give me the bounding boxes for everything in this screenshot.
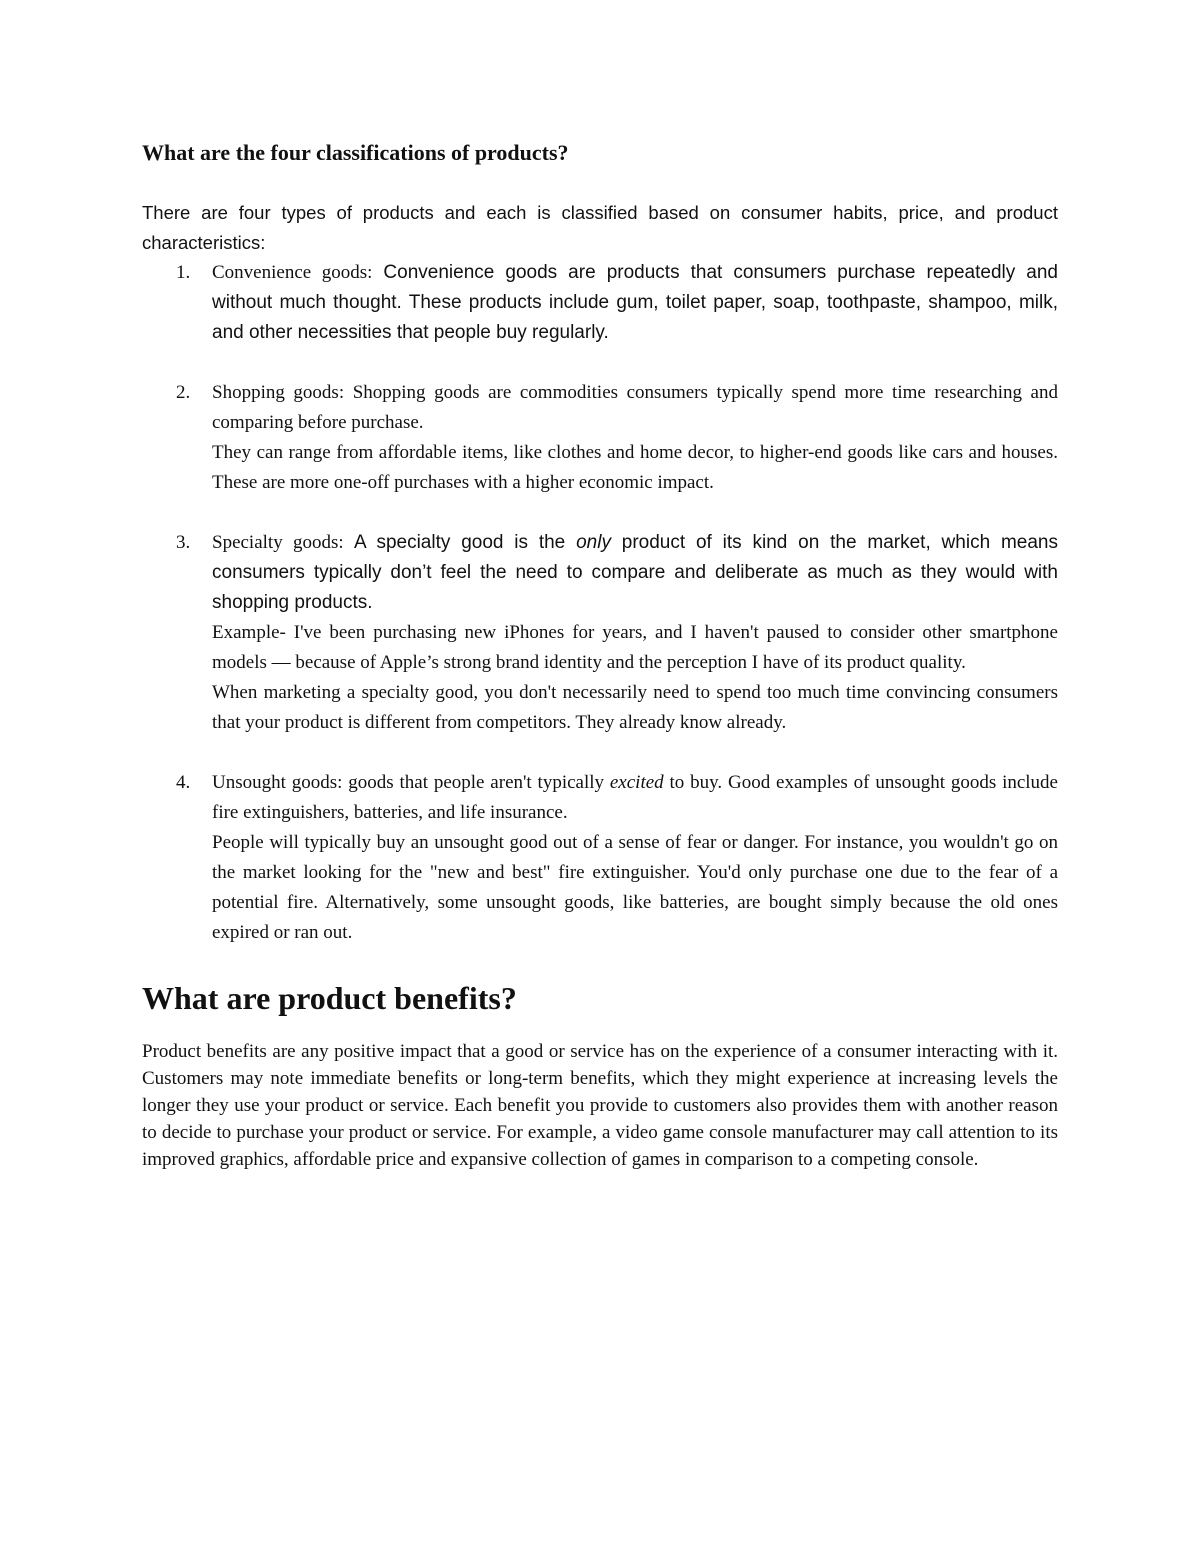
specialty-goods-example: Example- I've been purchasing new iPhones for years, and I haven't paused to consider other smartphone models — because of Apple’s strong brand identity and the perception I have of its product quality. — [212, 622, 1058, 673]
specialty-goods-description-a: A specialty good is the — [353, 532, 577, 553]
list-item-shopping-goods — [142, 378, 1058, 498]
list-number: 4. — [176, 772, 191, 793]
list-item-convenience-goods — [142, 258, 1058, 348]
section-heading-benefits: What are product benefits? — [142, 980, 517, 1016]
specialty-goods-description-b: product of its kind on the market, which means consumers typically don’t feel the need to compare and deliberate as much as they would with shopping products. — [212, 532, 1058, 613]
specialty-goods-label: Specialty goods: — [212, 532, 354, 553]
list-item-unsought-goods — [142, 768, 1058, 948]
section-heading-classifications: What are the four classifications of products? — [142, 140, 569, 165]
specialty-goods-marketing: When marketing a specialty good, you don't necessarily need to spend too much time convincing consumers that your product is different from competitors. They already know already. — [212, 682, 1058, 733]
list-item-specialty-goods — [142, 528, 1058, 738]
document-page — [142, 138, 1058, 1173]
convenience-goods-text — [212, 258, 1058, 348]
specialty-goods-emphasis: only — [576, 532, 611, 553]
convenience-goods-description: Convenience goods are products that consumers purchase repeatedly and without much thought. These products include gum, toilet paper, soap, toothpaste, shampoo, milk, and other necessities that people buy regularly. — [212, 262, 1058, 343]
benefits-paragraph: Product benefits are any positive impact that a good or service has on the experience of a consumer interacting with it. Customers may note immediate benefits or long-term benefits, which they might experience at increasing levels the longer they use your product or service. Each benefit you provide to customers also provides them with another reason to decide to purchase your product or service. For example, a video game console manufacturer may call attention to its improved graphics, affordable price and expansive collection of games in comparison to a competing console. — [142, 1041, 1058, 1170]
specialty-goods-text — [212, 528, 1058, 618]
list-number: 3. — [176, 532, 191, 553]
convenience-goods-label: Convenience goods: — [212, 262, 373, 283]
unsought-goods-description-b: to buy. Good examples of unsought goods include fire extinguishers, batteries, and life insurance. — [212, 772, 1058, 823]
list-number: 2. — [176, 382, 191, 403]
list-number: 1. — [176, 262, 191, 283]
unsought-goods-description-a: Unsought goods: goods that people aren't typically — [212, 772, 610, 793]
unsought-goods-text — [212, 768, 1058, 828]
shopping-goods-description: Shopping goods: Shopping goods are commodities consumers typically spend more time researching and comparing before purchase. — [212, 382, 1058, 433]
shopping-goods-detail: They can range from affordable items, like clothes and home decor, to higher-end goods like cars and houses. These are more one-off purchases with a higher economic impact. — [212, 442, 1058, 493]
intro-paragraph: There are four types of products and each is classified based on consumer habits, price, and product characteristics: — [142, 202, 1058, 253]
unsought-goods-emphasis: excited — [609, 772, 664, 793]
product-types-list — [142, 258, 1058, 948]
unsought-goods-detail: People will typically buy an unsought good out of a sense of fear or danger. For instance, you wouldn't go on the market looking for the "new and best" fire extinguisher. You'd only purchase one due to the fear of a potential fire. Alternatively, some unsought goods, like batteries, are bought simply because the old ones expired or ran out. — [212, 832, 1058, 943]
